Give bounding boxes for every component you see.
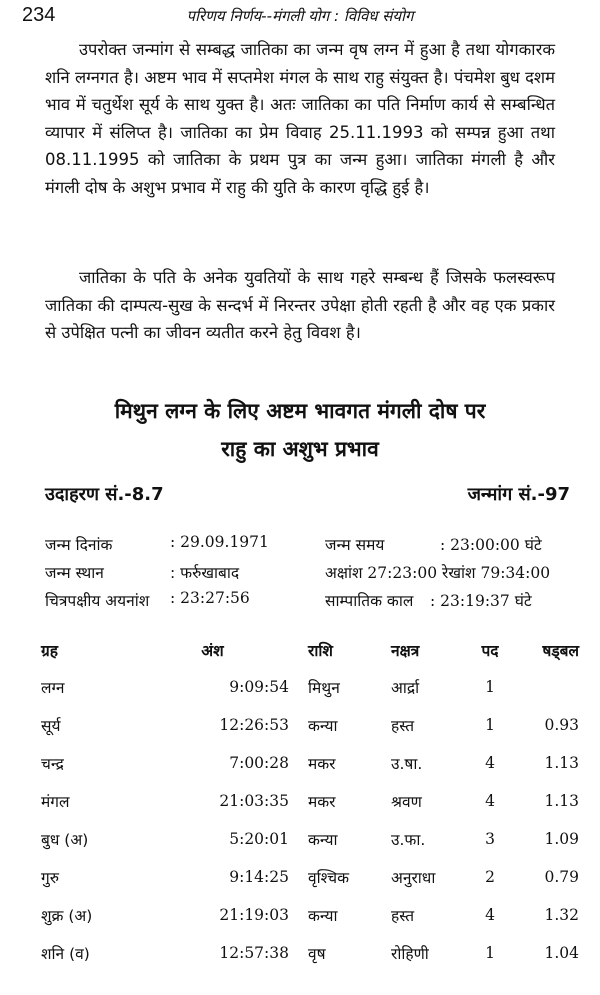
paragraph-text: उपरोक्त जन्मांग से सम्बद्ध जातिका का जन्म वृष लग्न में हुआ है तथा योगकारक शनि लग्नगत है। अष्टम भाव में सप्तमेश मंगल के साथ राहु संयुक्त है। पंचमेश बुध दशम भाव में चतुर्थेश सूर्य के साथ युक्त है। अतः जातिका का पति निर्माण कार्य से सम्बन्धित व्यापार में संलिप्त है। जातिका का प्रेम विवाह 25.11.1993 को सम्पन्न हुआ तथा 08.11.1995 को जातिका के प्रथम पुत्र का जन्म हुआ। जातिका मंगली है और मंगली दोष के अशुभ प्रभाव में राहु की युति के कारण वृद्धि हुई है। [45,40,555,197]
cell-pad: 4 [485,792,495,810]
sidereal-value: : 23:19:37 घंटे [430,592,532,610]
cell-pad: 2 [485,868,495,886]
section-title-line-1: मिथुन लग्न के लिए अष्टम भावगत मंगली दोष पर [114,399,486,423]
cell-nakshatra: श्रवण [391,793,422,811]
table-row [40,896,580,934]
section-title-line-2: राहु का अशुभ प्रभाव [221,437,379,461]
cell-pad: 4 [485,906,495,924]
table-row [40,934,580,972]
table-header [40,632,580,668]
header-graha: ग्रह [41,642,58,660]
dob-value: : 29.09.1971 [170,533,269,551]
cell-nakshatra: हस्त [391,907,415,925]
cell-rashi: कन्या [308,831,338,849]
cell-nakshatra: रोहिणी [391,945,429,963]
cell-rashi: कन्या [308,907,338,925]
header-nakshatra: नक्षत्र [391,642,420,660]
cell-shadbal: 1.04 [544,944,579,962]
cell-ansh: 9:14:25 [229,868,289,886]
header-ansh: अंश [201,642,224,660]
cell-rashi: मिथुन [308,679,340,697]
cell-shadbal: 0.93 [544,716,579,734]
cell-graha: बुध (अ) [41,831,89,849]
cell-shadbal: 1.09 [544,830,579,848]
table-row [40,668,580,706]
cell-ansh: 5:20:01 [229,830,289,848]
table-row [40,858,580,896]
cell-rashi: मकर [308,755,336,773]
cell-graha: गुरु [41,869,59,887]
cell-nakshatra: आर्द्रा [391,679,420,697]
cell-nakshatra: उ.फा. [391,831,426,849]
ayanamsha-value: : 23:27:56 [170,589,250,607]
cell-shadbal: 1.13 [544,754,579,772]
cell-pad: 1 [485,678,495,696]
cell-rashi: मकर [308,793,336,811]
cell-shadbal [510,668,580,706]
example-number: उदाहरण सं.-8.7 [45,484,164,505]
cell-graha: मंगल [41,793,70,811]
cell-pad: 3 [485,830,495,848]
paragraph-1 [45,36,555,202]
place-value: : फर्रुखाबाद [170,564,240,582]
table-row [40,744,580,782]
cell-rashi: वृश्चिक [308,869,349,887]
cell-nakshatra: उ.षा. [391,755,423,773]
cell-graha: लग्न [41,679,65,697]
cell-ansh: 12:57:38 [219,944,289,962]
cell-ansh: 21:03:35 [219,792,289,810]
cell-shadbal: 1.32 [544,906,579,924]
table-row [40,782,580,820]
table-row [40,706,580,744]
lat-long: अक्षांश 27:23:00 रेखांश 79:34:00 [325,564,551,582]
header-shadbal: षड्बल [542,642,579,660]
cell-nakshatra: हस्त [391,717,415,735]
cell-nakshatra: अनुराधा [391,869,436,887]
cell-ansh: 7:00:28 [229,754,289,772]
page-number: 234 [22,4,56,26]
cell-rashi: वृष [308,945,326,963]
running-head: परिणय निर्णय--मंगली योग : विविध संयोग [186,7,414,25]
cell-rashi: कन्या [308,717,338,735]
cell-graha: शुक्र (अ) [41,907,93,925]
header-pad: पद [481,642,499,660]
paragraph-text: जातिका के पति के अनेक युवतियों के साथ गहरे सम्बन्ध हैं जिसके फलस्वरूप जातिका की दाम्पत्य-सुख के सन्दर्भ में निरन्तर उपेक्षा होती रहती है और वह एक प्रकार से उपेक्षित पत्नी का जीवन व्यतीत करने हेतु विवश है। [45,268,555,343]
cell-graha: शनि (व) [41,945,90,963]
table-row [40,820,580,858]
planet-table [40,632,580,972]
ayanamsha-label: चित्रपक्षीय अयनांश [45,592,150,610]
place-label: जन्म स्थान [45,564,104,582]
time-value: : 23:00:00 घंटे [440,536,542,554]
cell-ansh: 9:09:54 [229,678,289,696]
header-rashi: राशि [308,642,333,660]
cell-graha: सूर्य [41,717,61,735]
cell-ansh: 12:26:53 [219,716,289,734]
cell-ansh: 21:19:03 [219,906,289,924]
cell-pad: 1 [485,716,495,734]
cell-shadbal: 0.79 [544,868,579,886]
section-title [30,392,570,468]
cell-pad: 4 [485,754,495,772]
kundali-number: जन्मांग सं.-97 [467,484,570,505]
cell-pad: 1 [485,944,495,962]
paragraph-2 [45,264,555,347]
time-label: जन्म समय [325,536,385,554]
cell-shadbal: 1.13 [544,792,579,810]
dob-label: जन्म दिनांक [45,536,113,554]
cell-graha: चन्द्र [41,755,64,773]
sidereal-label: साम्पातिक काल [325,592,414,610]
